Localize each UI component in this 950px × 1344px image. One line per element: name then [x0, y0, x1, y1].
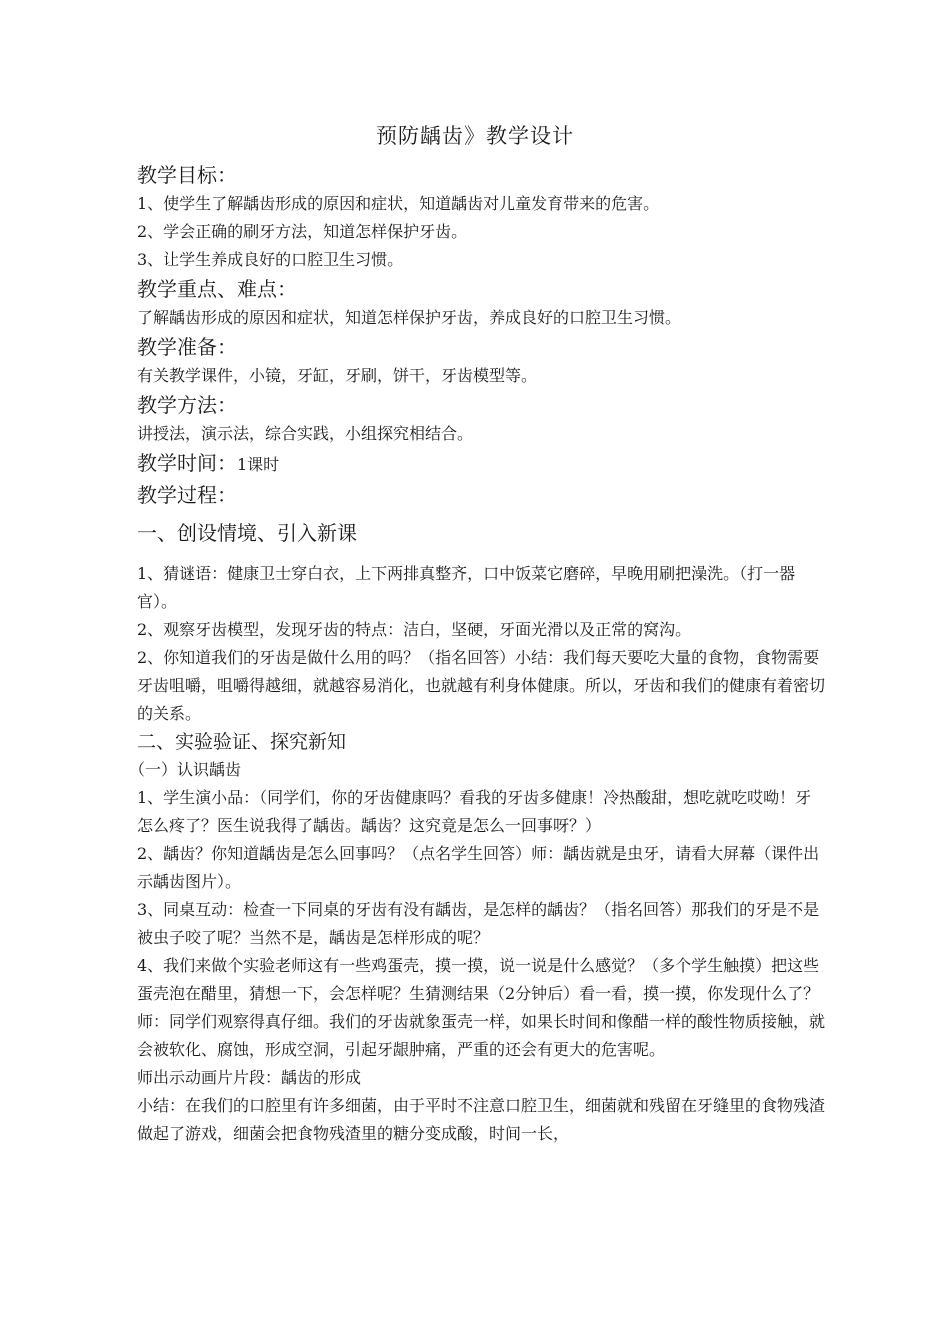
- section-1-paragraph: 2、你知道我们的牙齿是做什么用的吗？（指名回答）小结：我们每天要吃大量的食物，食物需要牙齿咀嚼，咀嚼得越细，就越容易消化，也就越有利身体健康。所以，牙齿和我们的健康有着密切的关系。: [137, 648, 826, 723]
- section-1-paragraph: 1、猜谜语：健康卫士穿白衣，上下两排真整齐，口中饭菜它磨碎，早晚用刷把澡洗。（打一器官）。: [137, 564, 796, 611]
- time-line: [137, 448, 827, 480]
- section-2-paragraph: 1、学生演小品：（同学们，你的牙齿健康吗？看我的牙齿多健康！冷热酸甜，想吃就吃哎呦！牙怎么疼了？医生说我得了龋齿。龋齿？这究竟是怎么一回事呀？）: [137, 788, 812, 835]
- goal-item: 2、学会正确的刷牙方法，知道怎样保护牙齿。: [137, 222, 468, 241]
- section-1-title: 一、创设情境、引入新课: [137, 521, 357, 545]
- section-2-paragraph: 师出示动画片片段：龋齿的形成: [137, 1068, 362, 1087]
- section-2-title: 二、实验验证、探究新知: [137, 731, 347, 753]
- section-1-paragraph: 2、观察牙齿模型，发现牙齿的特点：洁白，坚硬，牙面光滑以及正常的窝沟。: [137, 620, 692, 639]
- key-heading: 教学重点、难点：: [137, 277, 297, 301]
- section-2-paragraph: 3、同桌互动：检查一下同桌的牙齿有没有龋齿，是怎样的龋齿？（指名回答）那我们的牙是不是被虫子咬了呢？当然不是，龋齿是怎样形成的呢？: [137, 900, 820, 947]
- section-2-paragraph: 2、龋齿？你知道龋齿是怎么回事吗？（点名学生回答）师：龋齿就是虫牙，请看大屏幕（课件出示龋齿图片）。: [137, 844, 820, 891]
- time-heading: 教学时间：: [137, 451, 237, 475]
- section-2-paragraph: 师：同学们观察得真仔细。我们的牙齿就象蛋壳一样，如果长时间和像醋一样的酸性物质接触，就会被软化、腐蚀，形成空洞，引起牙龈肿痛，严重的还会有更大的危害呢。: [137, 1012, 826, 1059]
- key-text: 了解龋齿形成的原因和症状，知道怎样保护牙齿，养成良好的口腔卫生习惯。: [137, 308, 682, 327]
- document-title: 预防龋齿》教学设计: [376, 124, 574, 148]
- goal-heading: 教学目标：: [137, 163, 237, 187]
- time-value: 1课时: [237, 455, 280, 474]
- goal-item: 1、使学生了解龋齿形成的原因和症状，知道龋齿对儿童发育带来的危害。: [137, 194, 660, 213]
- document-body: [129, 160, 827, 1148]
- method-text: 讲授法，演示法，综合实践，小组探究相结合。: [137, 424, 474, 443]
- goal-item: 3、让学生养成良好的口腔卫生习惯。: [137, 250, 404, 269]
- prep-text: 有关教学课件，小镜，牙缸，牙刷，饼干，牙齿模型等。: [137, 366, 538, 385]
- section-2-paragraph: 小结：在我们的口腔里有许多细菌，由于平时不注意口腔卫生，细菌就和残留在牙缝里的食物残渣做起了游戏，细菌会把食物残渣里的糖分变成酸，时间一长，: [137, 1096, 826, 1143]
- process-heading: 教学过程：: [137, 483, 237, 507]
- prep-heading: 教学准备：: [137, 335, 237, 359]
- method-heading: 教学方法：: [137, 393, 237, 417]
- subsection-title: （一）认识龋齿: [129, 760, 242, 779]
- section-2-paragraph: 4、我们来做个实验老师这有一些鸡蛋壳，摸一摸，说一说是什么感觉？（多个学生触摸）把这些蛋壳泡在醋里，猜想一下，会怎样呢？生猜测结果（2分钟后）看一看，摸一摸，你发现什么了？: [137, 956, 820, 1003]
